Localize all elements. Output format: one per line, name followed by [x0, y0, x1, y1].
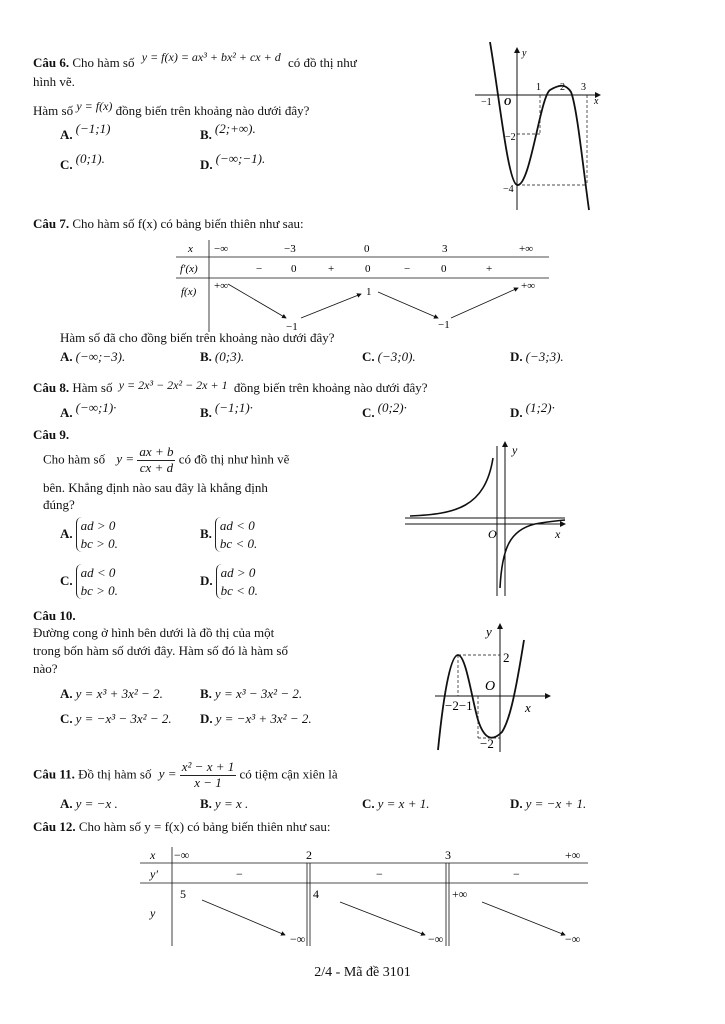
q7-x-4: +∞: [519, 243, 534, 255]
q6-line2: hình vẽ.: [33, 74, 75, 89]
q9-label: Câu 9.: [33, 427, 70, 442]
q7-x-1: −3: [284, 243, 296, 255]
q12-label: Câu 12.: [33, 819, 76, 834]
q7-f-1: −1: [286, 321, 298, 333]
q9-option-d[interactable]: D.ad > 0 bc < 0.: [200, 565, 258, 598]
q10-curve: [438, 640, 524, 750]
q6-text1: Cho hàm số: [72, 55, 135, 70]
q6-tick-neg1: −1: [481, 97, 492, 108]
q12-arrow-3: [482, 902, 565, 935]
q12-yp-0: −: [236, 867, 243, 881]
q12-y-1: −∞: [290, 932, 306, 946]
q7-row-fp: f′(x): [180, 263, 198, 275]
q12-y-2: 4: [313, 887, 319, 901]
q7-fp-2: +: [328, 263, 335, 275]
q6-tick-neg2: −2: [505, 132, 516, 143]
q12-x-0: −∞: [174, 848, 190, 862]
q7-x-3: 3: [442, 243, 448, 255]
q9-option-a[interactable]: A.ad > 0 bc > 0.: [60, 518, 118, 551]
q7-label: Câu 7.: [33, 216, 70, 231]
q10-tick-neg2: −2: [480, 736, 494, 751]
q8-label: Câu 8.: [33, 380, 70, 395]
q7-fp-0: −: [256, 263, 263, 275]
q12-row-y: y: [150, 906, 156, 920]
q12-y-3: −∞: [428, 932, 444, 946]
q7-x-0: −∞: [214, 243, 229, 255]
q6-q-func: y = f(x): [76, 99, 113, 113]
q9-option-b[interactable]: B.ad < 0 bc < 0.: [200, 518, 258, 551]
q12-row-yp: y′: [150, 867, 158, 881]
q7-arrow-2: [301, 294, 361, 318]
q12-x-2: 3: [445, 848, 451, 862]
q6-q-pre: Hàm số: [33, 103, 74, 118]
q10-option-c[interactable]: C. y = −x³ − 3x² − 2.: [60, 711, 172, 726]
q7-fp-3: 0: [365, 263, 371, 275]
q6-option-c[interactable]: C. (0;1).: [60, 151, 105, 172]
q10-label: Câu 10.: [33, 608, 76, 623]
q6-func: y = f(x) = ax³ + bx² + cx + d: [141, 50, 281, 64]
q7-f-0: +∞: [214, 280, 229, 292]
q10-option-a[interactable]: A. y = x³ + 3x² − 2.: [60, 686, 163, 701]
page-footer: 2/4 - Mã đề 3101: [314, 965, 411, 980]
q7-fp-1: 0: [291, 263, 297, 275]
q11-option-a[interactable]: A. y = −x .: [60, 796, 118, 811]
q7-fp-6: +: [486, 263, 493, 275]
q9-x-label: x: [555, 527, 561, 541]
q9-text-post: có đồ thị như hình vẽ: [178, 451, 290, 467]
q12-y-0: 5: [180, 887, 186, 901]
q10-line1: Đường cong ở hình bên dưới là đồ thị của một: [33, 625, 275, 640]
q6-tick-1: 1: [536, 82, 541, 93]
q7-fp-5: 0: [441, 263, 447, 275]
q8-option-c[interactable]: C. (0;2)·: [362, 400, 407, 420]
q6-option-d[interactable]: D. (−∞;−1).: [200, 151, 266, 172]
q7-x-2: 0: [364, 243, 370, 255]
q11-fraction: $\frac{\text{x² − x + 1}}{x - 1}$: [181, 759, 235, 790]
q6-tick-3: 3: [581, 82, 586, 93]
q10-option-b[interactable]: B. y = x³ − 3x² − 2.: [200, 686, 303, 701]
q7-row-x: x: [188, 243, 193, 255]
q12-text: Cho hàm số y = f(x) có bảng biến thiên như sau:: [78, 819, 331, 834]
q10-graph: [430, 620, 555, 755]
q12-arrow-1: [202, 900, 285, 935]
q7-option-c[interactable]: C. (−3;0).: [362, 349, 416, 364]
q6-label: Câu 6.: [33, 55, 70, 70]
q12-x-1: 2: [306, 848, 312, 862]
q9-line1: [43, 445, 289, 476]
q6-origin: O: [504, 97, 512, 108]
q6-tick-2: 2: [560, 82, 565, 93]
q9-option-c[interactable]: C.ad < 0 bc > 0.: [60, 565, 118, 598]
q11-option-b[interactable]: B. y = x .: [200, 796, 249, 811]
q6-x-label: x: [594, 96, 599, 107]
q10-origin: O: [485, 679, 496, 694]
q11-label: Câu 11.: [33, 766, 75, 782]
q6-graph: [470, 42, 605, 212]
q9-graph: [405, 438, 570, 598]
q6-line1: [33, 50, 357, 71]
q11-y-eq: y =: [158, 766, 177, 782]
q6-option-b[interactable]: B. (2;+∞).: [200, 121, 256, 142]
q7-option-b[interactable]: B. (0;3).: [200, 349, 245, 364]
q10-option-d[interactable]: D. y = −x³ + 3x² − 2.: [200, 711, 312, 726]
q12-yp-1: −: [376, 867, 383, 881]
q7-option-a[interactable]: A. (−∞;−3).: [60, 349, 126, 364]
q8-option-b[interactable]: B. (−1;1)·: [200, 400, 253, 420]
q6-text2: có đồ thị như: [287, 55, 357, 70]
q11-text-pre: Đồ thị hàm số: [78, 766, 152, 782]
q12-row-x: x: [150, 848, 156, 862]
q8-text1: Hàm số: [72, 380, 113, 395]
q7-intro: [33, 216, 304, 232]
q7-text: Cho hàm số f(x) có bảng biến thiên như sau:: [72, 216, 304, 231]
q12-y-4: +∞: [452, 887, 468, 901]
q8-text2: đồng biến trên khoảng nào dưới đây?: [233, 380, 428, 395]
q9-origin: O: [488, 527, 497, 541]
q7-option-d[interactable]: D. (−3;3).: [510, 349, 564, 364]
q8-option-d[interactable]: D. (1;2)·: [510, 400, 555, 420]
q7-f-3: −1: [438, 319, 450, 331]
q11-option-d[interactable]: D. y = −x + 1.: [510, 796, 587, 811]
q9-line2: bên. Khẳng định nào sau đây là khẳng định: [43, 480, 268, 495]
q9-text-pre: Cho hàm số: [43, 451, 106, 467]
q7-question: Hàm số đã cho đồng biến trên khoảng nào dưới đây?: [60, 330, 335, 345]
q8-option-a[interactable]: A. (−∞;1)·: [60, 400, 117, 420]
q7-arrow-1: [228, 284, 286, 318]
q7-f-2: 1: [366, 286, 372, 298]
q6-y-label: y: [522, 48, 527, 59]
q7-arrow-4: [451, 288, 518, 318]
q6-q-post: đồng biến trên khoảng nào dưới đây?: [115, 103, 310, 118]
q12-x-3: +∞: [565, 848, 581, 862]
q12-arrow-2: [340, 902, 425, 935]
q9-y-label: y: [512, 443, 518, 457]
q10-tick-2: 2: [503, 650, 510, 665]
q7-arrow-3: [378, 292, 438, 318]
q6-option-a[interactable]: A. (−1;1): [60, 121, 111, 142]
q7-fp-4: −: [404, 263, 411, 275]
q9-y-eq: y =: [116, 451, 135, 467]
q7-f-4: +∞: [521, 280, 536, 292]
q7-row-f: f(x): [181, 286, 197, 298]
q11-intro: [33, 760, 338, 791]
q7-variation-table: [176, 238, 551, 333]
q6-tick-neg4: −4: [503, 184, 514, 195]
q9-line3: đúng?: [43, 497, 75, 512]
q9-branch-left: [410, 458, 493, 516]
q10-x-label: x: [525, 700, 531, 715]
q10-tick-x: −2−1: [445, 698, 473, 713]
q10-y-label: y: [486, 624, 492, 639]
q6-question: [33, 99, 310, 119]
q12-intro: [33, 819, 330, 835]
q8-intro: [33, 380, 428, 396]
q11-option-c[interactable]: C. y = x + 1.: [362, 796, 430, 811]
q8-func: y = 2x³ − 2x² − 2x + 1: [118, 378, 228, 392]
q12-variation-table: [140, 845, 590, 947]
q12-y-5: −∞: [565, 932, 581, 946]
q10-line3: nào?: [33, 661, 58, 676]
q10-line2: trong bốn hàm số dưới đây. Hàm số đó là hàm số: [33, 643, 288, 658]
q9-fraction: $\frac{ax + b}{cx + d}$: [139, 444, 174, 475]
q11-text-post: có tiệm cận xiên là: [239, 766, 338, 782]
q12-yp-2: −: [513, 867, 520, 881]
